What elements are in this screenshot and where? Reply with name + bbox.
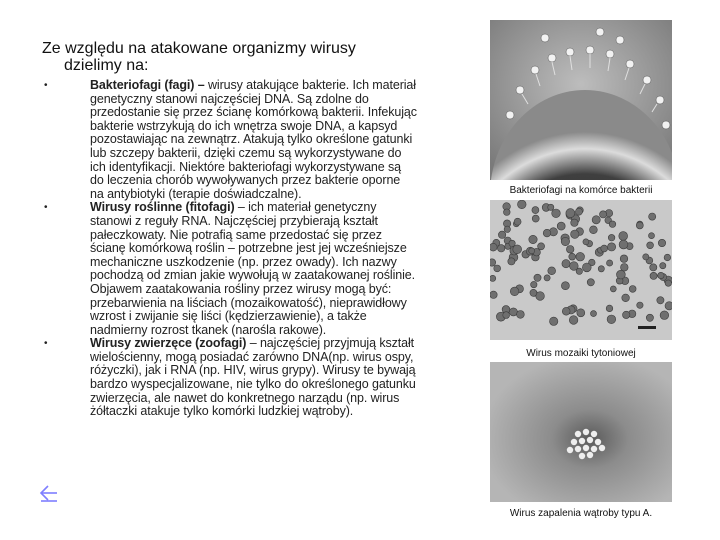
bullet-item-animal-viruses (42, 337, 417, 419)
bullet-icon: • (44, 80, 48, 91)
back-arrow-icon[interactable] (38, 482, 60, 504)
hepatitis-a-micrograph (490, 362, 672, 502)
bullet-icon: • (44, 338, 48, 350)
title-line-1: Ze względu na atakowane organizmy wirusy (42, 40, 356, 57)
title-line-2: dzielimy na: (64, 57, 149, 74)
bullet-icon: • (44, 202, 48, 214)
bacteriophage-micrograph (490, 20, 672, 180)
bullet-text: – najczęściej przyjmują kształt wielościenny, mogą posiadać zarówno DNA(np. wirus ospy, różyczki), jak i RNA (np. HIV, wirus grypy). Wirusy te bywają bardzo wyspecjalizowane, nie tylko do określonego gatunku zwierzęcia, ale nawet do konkretnego narządu (np. wirus żółtaczki atakuje tylko komórki ludzkiej wątroby). (90, 336, 416, 419)
image-caption-hepatitis-a: Wirus zapalenia wątroby typu A. (509, 508, 653, 519)
bullet-item-bacteriophages (42, 79, 417, 201)
bullet-text: – ich materiał genetyczny stanowi z reguły RNA. Najczęściej przybierają kształt pałeczkowaty. Nie potrafią same przedostać się przez ścianę komórkową roślin – potrzebne jest jej wcześniejsze mechaniczne uszkodzenie (np. przez owady). Ich nazwy pochodzą od zmian jakie wywołują w zaatakowanej roślinie. Objawem zaatakowania rośliny przez wirusy mogą być: przebarwienia na liściach (mozaikowatość), nieprawidłowy wzrost i zwijanie się liści (kędzierzawienie), a także nadmierny rozrost tkanek (narośla rakowe). (90, 200, 416, 337)
bullet-list (42, 79, 417, 419)
bullet-term: Bakteriofagi (fagi) – (90, 78, 205, 92)
bullet-text: wirusy atakujące bakterie. Ich materiał genetyczny stanowi najczęściej DNA. Są zdolne do przedostanie się przez ścianę komórkową bakterii. Infekując bakterie wstrzykują do ich wnętrza swoje DNA, a kapsyd pozostawiając na zewnątrz. Atakują tylko określone gatunki lub szczepy bakterii, dzięki czemu są wykorzystywane do ich identyfikacji. Niektóre bakteriofagi wykorzystywane są do leczenia chorób wywoływanych przez bakterie oporne na antybiotyki (terapie doświadczalne). (90, 78, 417, 201)
image-caption-bacteriophage: Bakteriofagi na komórce bakterii (509, 185, 653, 196)
bullet-term: Wirusy roślinne (fitofagi) (90, 200, 235, 215)
image-caption-tobacco-mosaic: Wirus mozaiki tytoniowej (526, 348, 636, 359)
tobacco-mosaic-micrograph (490, 200, 672, 340)
bullet-term: Wirusy zwierzęce (zoofagi) (90, 336, 247, 351)
slide-title (42, 40, 422, 74)
bullet-item-plant-viruses (42, 201, 417, 337)
